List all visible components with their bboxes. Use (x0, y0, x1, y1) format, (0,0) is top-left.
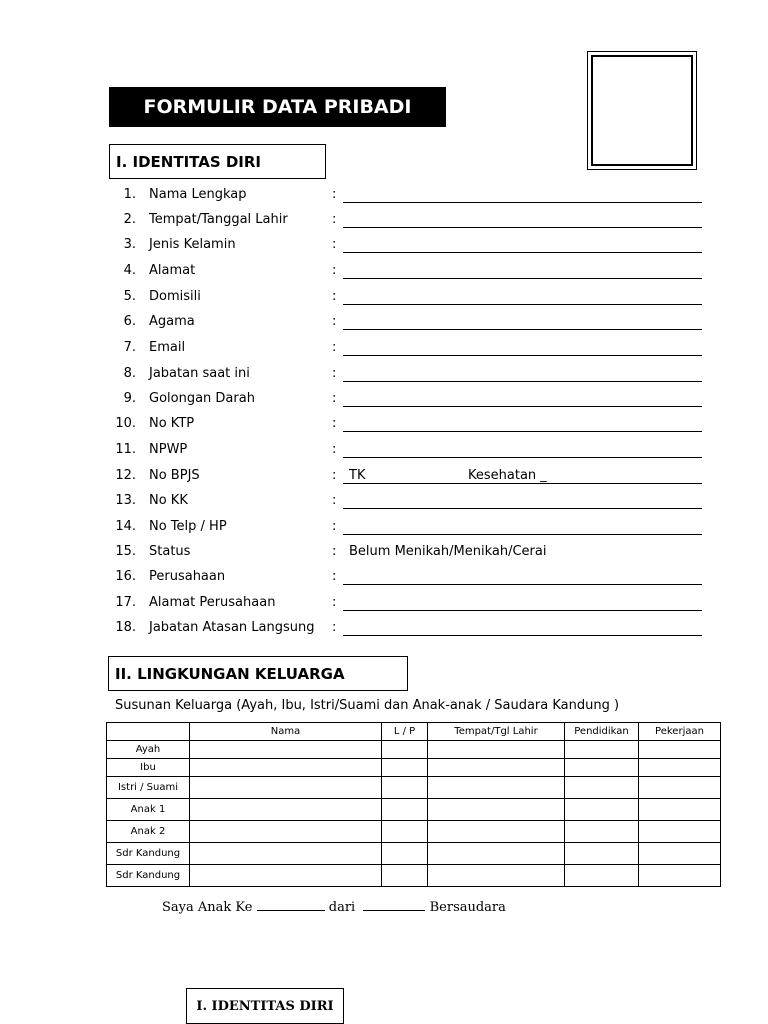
table-cell[interactable] (428, 741, 565, 759)
field-colon: : (332, 289, 337, 304)
field-input-line[interactable] (343, 227, 702, 228)
field-input-line[interactable] (343, 355, 702, 356)
table-cell[interactable] (639, 777, 721, 799)
table-cell[interactable] (565, 777, 639, 799)
field-input-line[interactable] (343, 584, 702, 585)
field-colon: : (332, 519, 337, 534)
field-colon: : (332, 493, 337, 508)
field-input-line[interactable] (343, 508, 702, 509)
field-input-line[interactable] (343, 406, 702, 407)
field-colon: : (332, 620, 337, 635)
field-label: Alamat Perusahaan (149, 595, 276, 610)
header-pekerjaan: Pekerjaan (639, 723, 721, 741)
table-cell[interactable] (190, 843, 382, 865)
field-label: Domisili (149, 289, 201, 304)
field-number: 13. (115, 493, 136, 508)
sibling-order-blank[interactable] (257, 898, 325, 911)
bpjs-tk-label: TK (349, 468, 366, 483)
field-row (112, 260, 712, 284)
field-row (112, 209, 712, 233)
field-row (112, 516, 712, 540)
table-cell[interactable] (190, 741, 382, 759)
table-cell[interactable] (639, 759, 721, 777)
field-input-line[interactable] (343, 431, 702, 432)
field-input-line[interactable] (343, 278, 702, 279)
table-cell[interactable] (565, 821, 639, 843)
sibling-total-blank[interactable] (363, 898, 425, 911)
field-number: 18. (115, 620, 136, 635)
form-title: FORMULIR DATA PRIBADI (109, 87, 446, 127)
sibling-middle: dari (328, 900, 356, 915)
photo-frame (591, 55, 693, 166)
table-cell[interactable] (565, 741, 639, 759)
field-colon: : (332, 340, 337, 355)
field-number: 16. (115, 569, 136, 584)
field-colon: : (332, 595, 337, 610)
field-label: Alamat (149, 263, 196, 278)
family-subtitle: Susunan Keluarga (Ayah, Ibu, Istri/Suami dan Anak-anak / Saudara Kandung ) (115, 698, 620, 713)
field-number: 6. (123, 314, 136, 329)
table-cell[interactable] (565, 843, 639, 865)
field-label: Agama (149, 314, 195, 329)
table-cell[interactable] (428, 821, 565, 843)
field-colon: : (332, 391, 337, 406)
field-row (112, 465, 712, 489)
field-colon: : (332, 442, 337, 457)
field-input-line[interactable] (343, 635, 702, 636)
field-label: Status (149, 544, 191, 559)
field-row (112, 337, 712, 361)
field-number: 12. (115, 468, 136, 483)
field-row (112, 388, 712, 412)
table-cell[interactable] (382, 799, 428, 821)
table-cell[interactable] (190, 759, 382, 777)
header-cell (107, 723, 190, 741)
field-colon: : (332, 187, 337, 202)
table-row (107, 799, 721, 821)
field-label: Jabatan saat ini (149, 366, 250, 381)
field-label: Tempat/Tanggal Lahir (149, 212, 288, 227)
table-cell[interactable] (190, 777, 382, 799)
table-row (107, 741, 721, 759)
table-row (107, 865, 721, 887)
field-input-line[interactable] (343, 457, 702, 458)
field-label: Nama Lengkap (149, 187, 247, 202)
relation-cell: Sdr Kandung (107, 865, 190, 887)
family-table (106, 722, 721, 887)
bpjs-kesehatan-blank[interactable] (590, 483, 694, 484)
field-row (112, 363, 712, 387)
field-colon: : (332, 237, 337, 252)
table-cell[interactable] (565, 865, 639, 887)
field-number: 5. (123, 289, 136, 304)
relation-cell: Anak 1 (107, 799, 190, 821)
field-input-line[interactable] (343, 304, 702, 305)
table-cell[interactable] (639, 799, 721, 821)
table-row (107, 759, 721, 777)
field-number: 4. (123, 263, 136, 278)
field-row (112, 184, 712, 208)
table-cell[interactable] (639, 843, 721, 865)
table-cell[interactable] (428, 865, 565, 887)
field-number: 2. (123, 212, 136, 227)
field-number: 3. (123, 237, 136, 252)
table-cell[interactable] (382, 821, 428, 843)
relation-cell: Sdr Kandung (107, 843, 190, 865)
photo-box (587, 51, 697, 170)
field-row (112, 617, 712, 641)
header-lp: L / P (382, 723, 428, 741)
next-section-title: I. IDENTITAS DIRI (186, 988, 344, 1024)
table-cell[interactable] (565, 799, 639, 821)
header-pendidikan: Pendidikan (565, 723, 639, 741)
field-label: No Telp / HP (149, 519, 227, 534)
table-row (107, 777, 721, 799)
field-value: Belum Menikah/Menikah/Cerai (349, 544, 547, 559)
field-row (112, 566, 712, 590)
table-cell[interactable] (382, 741, 428, 759)
field-input-line[interactable] (343, 534, 702, 535)
field-label: Email (149, 340, 186, 355)
field-colon: : (332, 416, 337, 431)
field-row (112, 286, 712, 310)
table-cell[interactable] (382, 759, 428, 777)
field-label: Golongan Darah (149, 391, 255, 406)
table-cell[interactable] (382, 843, 428, 865)
field-label: Jabatan Atasan Langsung (149, 620, 315, 635)
relation-cell: Anak 2 (107, 821, 190, 843)
table-cell[interactable] (382, 777, 428, 799)
section-identitas-title: I. IDENTITAS DIRI (109, 144, 326, 179)
table-cell[interactable] (565, 759, 639, 777)
field-label: No KTP (149, 416, 195, 431)
table-cell[interactable] (428, 777, 565, 799)
field-row (112, 541, 712, 565)
field-label: No KK (149, 493, 188, 508)
field-input-line[interactable] (343, 202, 702, 203)
table-cell[interactable] (190, 799, 382, 821)
family-table-body (107, 741, 721, 887)
family-table-header (107, 723, 721, 741)
field-label: Perusahaan (149, 569, 226, 584)
relation-cell: Ayah (107, 741, 190, 759)
table-cell[interactable] (428, 759, 565, 777)
field-input-line[interactable] (343, 252, 702, 253)
table-row (107, 843, 721, 865)
field-colon: : (332, 314, 337, 329)
sibling-suffix: Bersaudara (429, 900, 506, 915)
sibling-prefix: Saya Anak Ke (162, 900, 253, 915)
field-number: 7. (123, 340, 136, 355)
section-keluarga-title: II. LINGKUNGAN KELUARGA (108, 656, 408, 691)
field-number: 9. (123, 391, 136, 406)
field-row (112, 592, 712, 616)
table-cell[interactable] (428, 799, 565, 821)
sibling-order-line (162, 898, 506, 915)
bpjs-kesehatan-label: Kesehatan _ (468, 468, 547, 483)
table-cell[interactable] (190, 821, 382, 843)
field-label: No BPJS (149, 468, 200, 483)
field-colon: : (332, 366, 337, 381)
field-row (112, 490, 712, 514)
field-colon: : (332, 263, 337, 278)
field-input-line[interactable] (343, 329, 702, 330)
field-number: 11. (115, 442, 136, 457)
field-colon: : (332, 468, 337, 483)
relation-cell: Istri / Suami (107, 777, 190, 799)
field-number: 17. (115, 595, 136, 610)
field-label: NPWP (149, 442, 188, 457)
field-number: 1. (123, 187, 136, 202)
field-colon: : (332, 569, 337, 584)
table-cell[interactable] (428, 843, 565, 865)
field-colon: : (332, 212, 337, 227)
relation-cell: Ibu (107, 759, 190, 777)
field-label: Jenis Kelamin (149, 237, 236, 252)
field-input-line[interactable] (343, 610, 702, 611)
table-cell[interactable] (382, 865, 428, 887)
table-row (107, 821, 721, 843)
header-nama: Nama (190, 723, 382, 741)
table-cell[interactable] (639, 821, 721, 843)
table-cell[interactable] (190, 865, 382, 887)
field-number: 15. (115, 544, 136, 559)
table-cell[interactable] (639, 865, 721, 887)
field-row (112, 439, 712, 463)
field-row (112, 311, 712, 335)
field-row (112, 413, 712, 437)
field-number: 14. (115, 519, 136, 534)
field-number: 8. (123, 366, 136, 381)
field-row (112, 234, 712, 258)
table-cell[interactable] (639, 741, 721, 759)
field-number: 10. (115, 416, 136, 431)
field-input-line[interactable] (343, 381, 702, 382)
header-tempat-tgl-lahir: Tempat/Tgl Lahir (428, 723, 565, 741)
field-colon: : (332, 544, 337, 559)
